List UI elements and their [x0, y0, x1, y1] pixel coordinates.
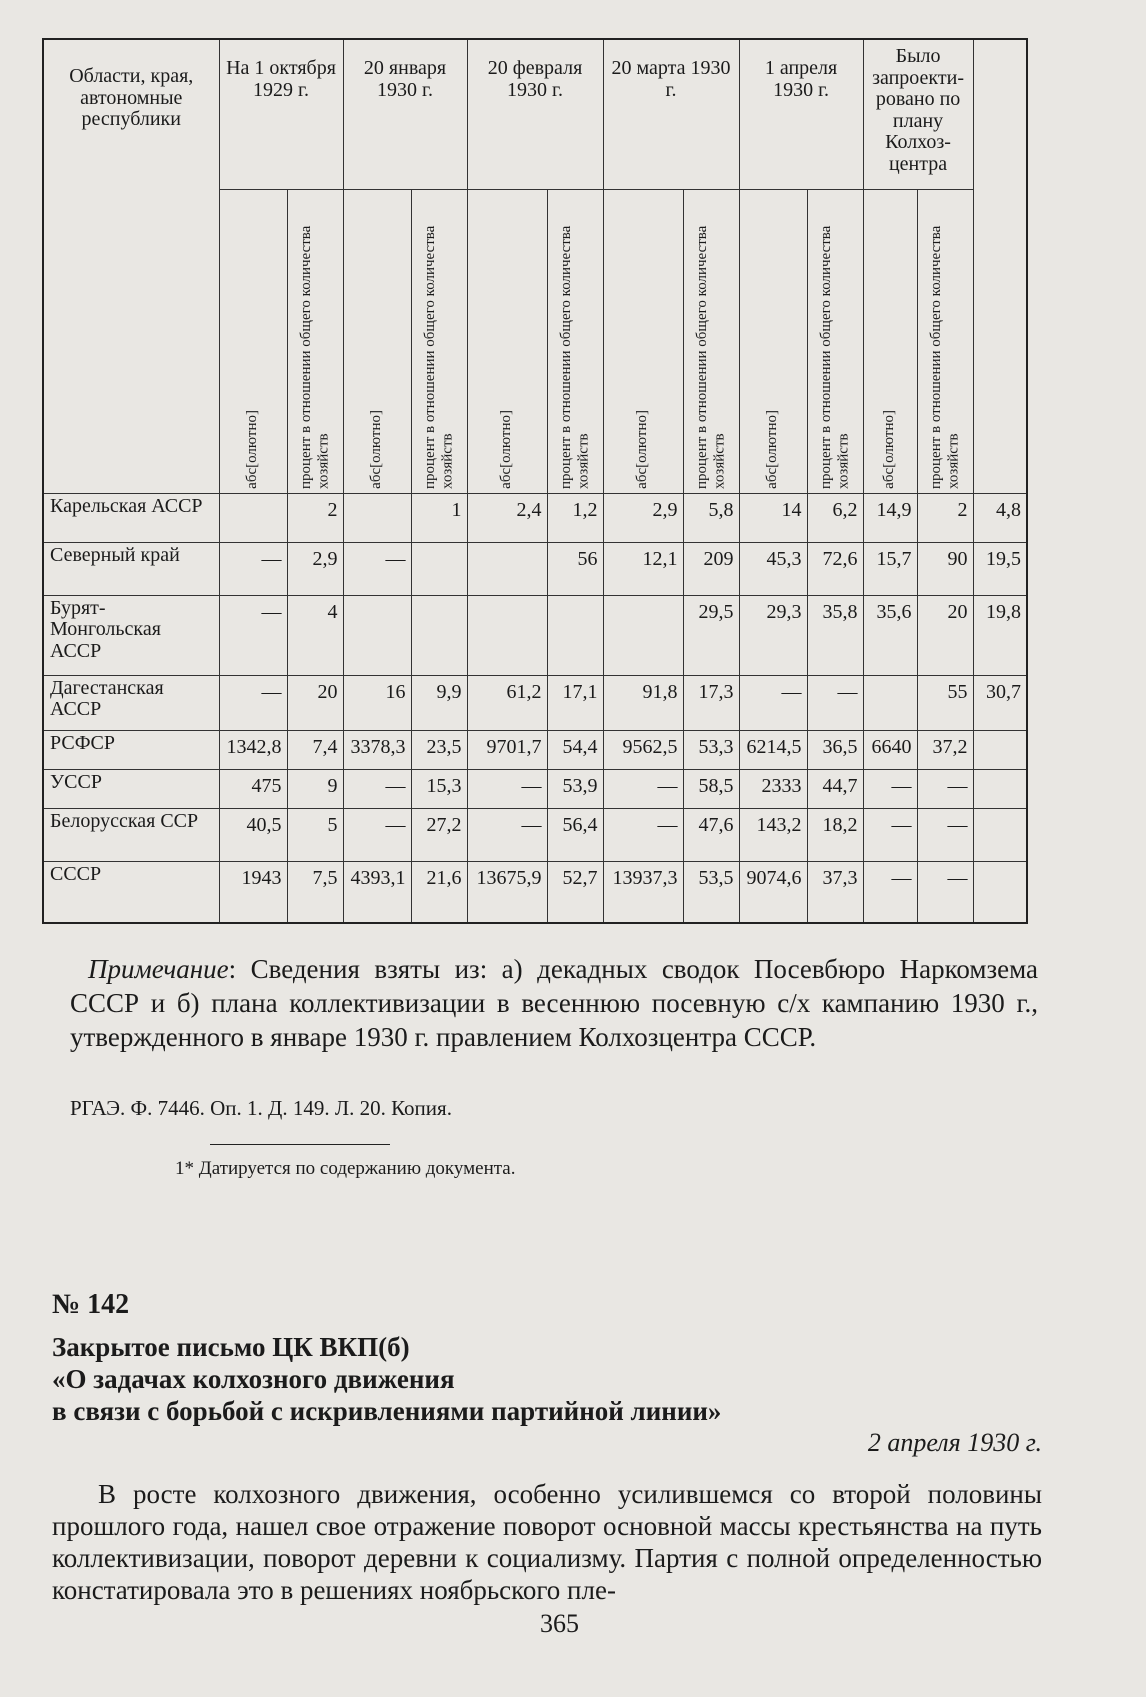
region-name: Бурят-Монгольская АССР	[43, 595, 219, 675]
table-cell: 4,8	[973, 493, 1027, 542]
date-header-5: 1 апреля 1930 г.	[739, 39, 863, 189]
table-cell: 19,5	[973, 542, 1027, 595]
table-cell	[603, 595, 683, 675]
region-name: СССР	[43, 862, 219, 923]
table-cell: 29,5	[683, 595, 739, 675]
table-cell: 29,3	[739, 595, 807, 675]
subheader-absolute	[467, 189, 547, 493]
table-cell: 7,4	[287, 731, 343, 770]
region-name: УССР	[43, 769, 219, 808]
subheader-label: абс[олютно]	[498, 409, 515, 489]
table-cell: 6,2	[807, 493, 863, 542]
table-cell: 2	[917, 493, 973, 542]
table-cell: 61,2	[467, 675, 547, 730]
table-cell: —	[917, 862, 973, 923]
table-cell: —	[863, 808, 917, 861]
table-cell: 4393,1	[343, 862, 411, 923]
table-cell: 53,5	[683, 862, 739, 923]
note-label: Примечание	[88, 954, 229, 984]
table-cell	[219, 493, 287, 542]
subheader-label: абс[олютно]	[764, 409, 781, 489]
table-cell: —	[467, 808, 547, 861]
table-row	[43, 731, 1027, 770]
table-cell: —	[807, 675, 863, 730]
table-cell	[411, 542, 467, 595]
table-cell: 23,5	[411, 731, 467, 770]
table-cell: 1	[411, 493, 467, 542]
table-cell: —	[343, 808, 411, 861]
table-cell: —	[917, 808, 973, 861]
table-row	[43, 862, 1027, 923]
table-cell: 2,9	[603, 493, 683, 542]
table-cell: 9074,6	[739, 862, 807, 923]
table-cell: 9701,7	[467, 731, 547, 770]
table-cell: 13675,9	[467, 862, 547, 923]
table-row	[43, 675, 1027, 730]
table-cell: 6214,5	[739, 731, 807, 770]
region-name: Северный край	[43, 542, 219, 595]
document-date: 2 апреля 1930 г.	[867, 1428, 1042, 1457]
document-number: № 142	[52, 1289, 130, 1320]
table-cell: —	[739, 675, 807, 730]
table-cell: —	[219, 595, 287, 675]
table-cell	[343, 595, 411, 675]
table-cell: 12,1	[603, 542, 683, 595]
table-row	[43, 493, 1027, 542]
table-cell: —	[863, 769, 917, 808]
table-cell: 58,5	[683, 769, 739, 808]
table-cell: 18,2	[807, 808, 863, 861]
table-cell: 45,3	[739, 542, 807, 595]
page-number: 365	[540, 1609, 579, 1638]
table-cell: —	[219, 675, 287, 730]
date-header-3: 20 февраля 1930 г.	[467, 39, 603, 189]
document-title-line: «О задачах колхозного движения	[52, 1364, 455, 1394]
table-cell	[973, 808, 1027, 861]
table-cell: 9,9	[411, 675, 467, 730]
table-cell: 1,2	[547, 493, 603, 542]
table-cell: 2333	[739, 769, 807, 808]
region-name: Карельская АССР	[43, 493, 219, 542]
table-cell: 3378,3	[343, 731, 411, 770]
table-cell	[467, 542, 547, 595]
subheader-absolute	[603, 189, 683, 493]
date-header-4: 20 марта 1930 г.	[603, 39, 739, 189]
table-cell: 15,3	[411, 769, 467, 808]
region-name: Белорусская ССР	[43, 808, 219, 861]
table-cell: 40,5	[219, 808, 287, 861]
table-cell: 52,7	[547, 862, 603, 923]
subheader-percent	[547, 189, 603, 493]
table-cell: —	[603, 808, 683, 861]
subheader-label: процент в отношении общего количества хозяйств	[557, 225, 592, 489]
table-cell: —	[603, 769, 683, 808]
table-row	[43, 542, 1027, 595]
table-cell: 56	[547, 542, 603, 595]
region-name: РСФСР	[43, 731, 219, 770]
note-text: : Сведения взяты из: а) декадных сводок Посевбюро Наркомзема СССР и б) плана коллективизации в весеннюю посевную с/х кампанию 1930 г., утвержденного в январе 1930 г. правлением Колхозцентра СССР.	[70, 954, 1038, 1052]
table-cell	[467, 595, 547, 675]
subheader-absolute	[739, 189, 807, 493]
table-cell: 35,8	[807, 595, 863, 675]
table-cell: 54,4	[547, 731, 603, 770]
table-cell: 17,3	[683, 675, 739, 730]
table-cell: 44,7	[807, 769, 863, 808]
document-title-line: Закрытое письмо ЦК ВКП(б)	[52, 1332, 410, 1362]
table-cell: 27,2	[411, 808, 467, 861]
region-header: Области, края, автономные республики	[43, 39, 219, 493]
table-cell: 19,8	[973, 595, 1027, 675]
table-cell: —	[343, 542, 411, 595]
document-body: В росте колхозного движения, особенно усилившемся со второй половины прошлого года, нашел свое отражение поворот основной массы крестьянства на путь коллективизации, поворот деревни к социализму. Партия с полной определенностью констатировала это в решениях ноябрьского пле-	[52, 1479, 1042, 1605]
table-row	[43, 595, 1027, 675]
table-cell: 14,9	[863, 493, 917, 542]
table-cell: 37,3	[807, 862, 863, 923]
table-cell: —	[219, 542, 287, 595]
table-cell: 15,7	[863, 542, 917, 595]
subheader-percent	[411, 189, 467, 493]
date-header-plan: Было запроекти-ровано по плану Колхоз-центра	[863, 39, 973, 189]
subheader-absolute	[863, 189, 917, 493]
table-cell: 21,6	[411, 862, 467, 923]
table-cell: 53,3	[683, 731, 739, 770]
table-cell: 143,2	[739, 808, 807, 861]
table-cell: 37,2	[917, 731, 973, 770]
table-note	[70, 952, 1038, 1054]
table-cell: —	[917, 769, 973, 808]
subheader-label: абс[олютно]	[368, 409, 385, 489]
table-cell: 5,8	[683, 493, 739, 542]
table-cell: —	[863, 862, 917, 923]
table-cell	[973, 769, 1027, 808]
table-cell: 53,9	[547, 769, 603, 808]
subheader-label: процент в отношении общего количества хозяйств	[421, 225, 455, 489]
table-cell	[973, 731, 1027, 770]
table-cell	[343, 493, 411, 542]
table-cell: 4	[287, 595, 343, 675]
date-header-1: На 1 октября 1929 г.	[219, 39, 343, 189]
table-cell: 17,1	[547, 675, 603, 730]
table-cell: 16	[343, 675, 411, 730]
table-cell: 2,9	[287, 542, 343, 595]
subheader-label: процент в отношении общего количества хозяйств	[693, 225, 728, 489]
subheader-absolute	[343, 189, 411, 493]
collectivization-table	[42, 38, 1028, 924]
subheader-percent	[683, 189, 739, 493]
footnote-divider	[210, 1144, 390, 1145]
region-name: Дагестанская АССР	[43, 675, 219, 730]
table-cell: 2,4	[467, 493, 547, 542]
table-cell: 2	[287, 493, 343, 542]
table-cell: 36,5	[807, 731, 863, 770]
table-cell: 90	[917, 542, 973, 595]
table-cell: —	[343, 769, 411, 808]
table-header-row	[43, 39, 1027, 189]
table-cell	[863, 675, 917, 730]
table-cell: 6640	[863, 731, 917, 770]
subheader-absolute	[219, 189, 287, 493]
archive-reference: РГАЭ. Ф. 7446. Оп. 1. Д. 149. Л. 20. Копия.	[70, 1096, 452, 1120]
table-cell: 91,8	[603, 675, 683, 730]
table-cell: 5	[287, 808, 343, 861]
table-cell: 9	[287, 769, 343, 808]
table-cell: 55	[917, 675, 973, 730]
table-cell: 1943	[219, 862, 287, 923]
subheader-label: процент в отношении общего количества хозяйств	[927, 225, 962, 489]
subheader-percent	[287, 189, 343, 493]
table-row	[43, 769, 1027, 808]
table-cell	[547, 595, 603, 675]
table-cell	[973, 862, 1027, 923]
table-cell	[411, 595, 467, 675]
table-cell: 47,6	[683, 808, 739, 861]
table-cell: 9562,5	[603, 731, 683, 770]
table-cell: 20	[917, 595, 973, 675]
table-cell: 475	[219, 769, 287, 808]
table-cell: 72,6	[807, 542, 863, 595]
subheader-label: абс[олютно]	[244, 409, 261, 489]
subheader-label: абс[олютно]	[881, 409, 898, 489]
table-cell: 209	[683, 542, 739, 595]
table-cell: 7,5	[287, 862, 343, 923]
subheader-percent	[917, 189, 973, 493]
subheader-label: абс[олютно]	[634, 409, 651, 489]
table-body	[43, 493, 1027, 923]
subheader-percent	[807, 189, 863, 493]
table-cell: —	[467, 769, 547, 808]
table-cell: 30,7	[973, 675, 1027, 730]
table-cell: 20	[287, 675, 343, 730]
table-cell: 14	[739, 493, 807, 542]
table-row	[43, 808, 1027, 861]
subheader-label: процент в отношении общего количества хозяйств	[817, 225, 852, 489]
table-cell: 56,4	[547, 808, 603, 861]
date-header-2: 20 января 1930 г.	[343, 39, 467, 189]
subheader-label: процент в отношении общего количества хозяйств	[297, 225, 331, 489]
table-cell: 35,6	[863, 595, 917, 675]
table-cell: 1342,8	[219, 731, 287, 770]
document-title-line: в связи с борьбой с искривлениями партийной линии»	[52, 1396, 722, 1426]
document-title	[52, 1331, 952, 1427]
table-cell: 13937,3	[603, 862, 683, 923]
footnote: 1* Датируется по содержанию документа.	[175, 1158, 516, 1179]
